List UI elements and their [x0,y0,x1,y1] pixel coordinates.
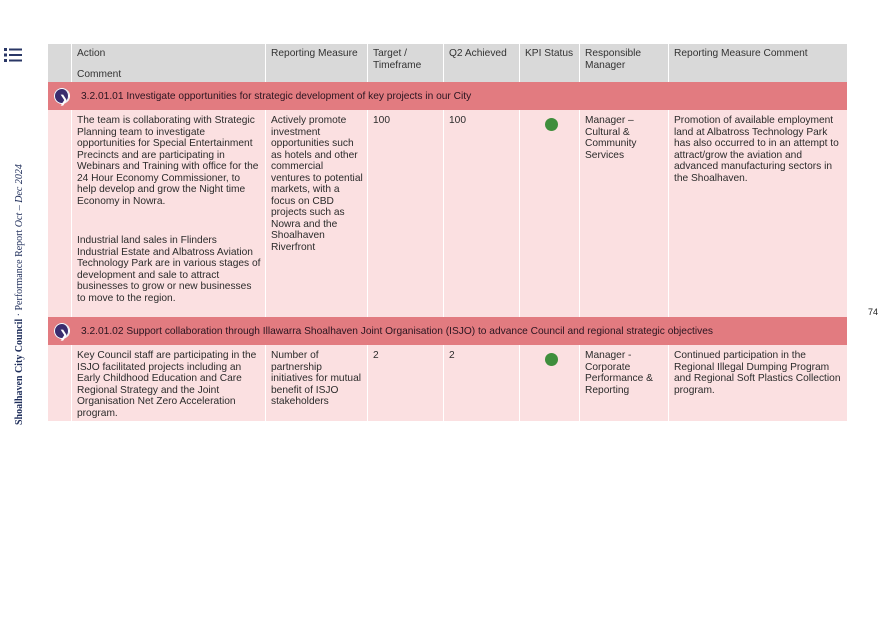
report-name: Performance Report [14,229,25,311]
performance-table [48,44,847,421]
title-separator: · [14,310,25,319]
header-comment-label: Comment [77,69,122,80]
chevron-right-icon[interactable]: ❯ [54,323,70,339]
header-action-label: Action [77,48,106,59]
header-target: Target / Timeframe [368,44,444,82]
org-name: Shoalhaven City Council [14,318,25,425]
kpi-status-dot [545,353,558,366]
list-menu-icon[interactable] [4,47,22,63]
kpi-cell [520,345,580,421]
comment-cell: Key Council staff are participating in the ISJO facilitated projects including an Early Childhood Education and Care Regional Strategy and the Joint Organisation Net Zero Acceleration program. [72,345,266,421]
measure-comment-cell: Continued participation in the Regional Illegal Dumping Program and Regional Soft Plastics Collection program. [674,350,841,396]
achieved-cell: 2 [444,345,520,421]
table-row [48,345,847,421]
manager-cell: Manager – Cultural & Community Services [580,110,669,317]
header-measure-comment: Reporting Measure Comment [674,48,808,59]
table-header [48,44,847,82]
comment-cell [72,110,266,317]
header-q2-achieved: Q2 Achieved [444,44,520,82]
header-reporting-measure: Reporting Measure [266,44,368,82]
chevron-right-icon[interactable]: ❯ [54,88,70,104]
achieved-cell: 100 [444,110,520,317]
section-row[interactable] [48,317,847,345]
header-spacer [48,44,72,82]
section-title: 3.2.01.02 Support collaboration through Illawarra Shoalhaven Joint Organisation (ISJO) to advance Council and regional strategic objectives [81,326,713,337]
row-spacer [48,110,72,317]
measure-cell: Number of partnership initiatives for mutual benefit of ISJO stakeholders [266,345,368,421]
comment-paragraph: Industrial land sales in Flinders Industrial Estate and Albatross Aviation Technology Park are in various stages of development and sale to attract businesses to grow or new businesses to move to the region. [77,235,261,304]
side-report-title [14,164,25,425]
page-number: 74 [868,307,879,317]
header-kpi-status: KPI Status [520,44,580,82]
target-cell: 100 [368,110,444,317]
section-title: 3.2.01.01 Investigate opportunities for strategic development of key projects in our City [81,91,472,102]
comment-paragraph: The team is collaborating with Strategic Planning team to investigate opportunities for Special Entertainment Precincts and are participating in Webinars and Training with office for the 24 Hour Economy Commissioner, to help develop and grow the Night time Economy in Nowra. [77,115,259,207]
kpi-status-dot [545,118,558,131]
kpi-cell [520,110,580,317]
manager-cell: Manager - Corporate Performance & Reporting [580,345,669,421]
target-cell: 2 [368,345,444,421]
header-responsible-manager: Responsible Manager [580,44,669,82]
header-action [72,44,266,82]
measure-cell: Actively promote investment opportunities such as hotels and other commercial ventures to potential markets, with a focus on CBD projects such as Nowra and the Shoalhaven Riverfront [266,110,368,317]
section-row[interactable] [48,82,847,110]
report-period: Oct – Dec 2024 [14,164,25,228]
measure-comment-cell: Promotion of available employment land at Albatross Technology Park has also occurred to in an attempt to attract/grow the aviation and advanced manufacturing sectors in the Shoalhaven. [674,115,839,184]
row-spacer [48,345,72,421]
table-row [48,110,847,317]
